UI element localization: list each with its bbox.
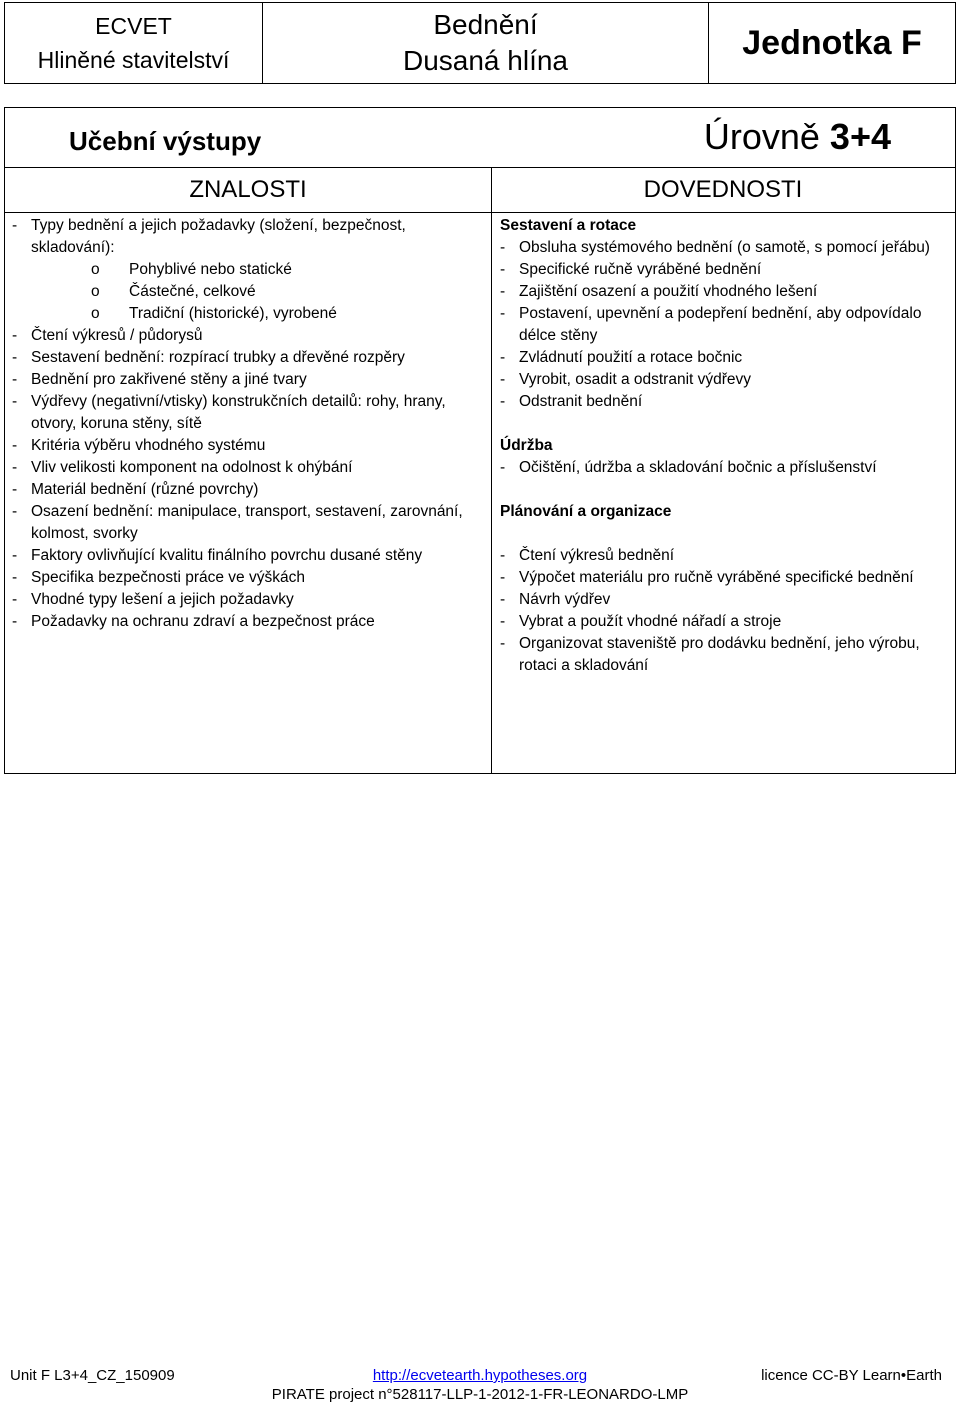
levels-value: 3+4 [829,116,891,157]
section-gap [500,479,950,501]
skill-item: - Návrh výdřev [500,589,950,611]
skill-item: - Zajištění osazení a použití vhodného lešení [500,281,950,303]
header-unit-cell [709,3,955,83]
header-course-code: ECVET [95,13,172,39]
planning-list [500,545,950,677]
levels-word: Úrovně [703,116,820,157]
section-title-assembly: Sestavení a rotace [500,217,637,234]
maintenance-list [500,457,950,479]
knowledge-item: - Osazení bednění: manipulace, transport, sestavení, zarovnání, kolmost, svorky [12,501,482,545]
outcomes-title: Učební výstupy [69,126,262,156]
sub-item: o Tradiční (historické), vyrobené [91,303,482,325]
footer-unit-code: Unit F L3+4_CZ_150909 [10,1367,175,1384]
skill-item: - Výpočet materiálu pro ručně vyráběné specifické bednění [500,567,950,589]
skill-item: - Obsluha systémového bednění (o samotě, s pomocí jeřábu) [500,237,950,259]
knowledge-item: - Sestavení bednění: rozpírací trubky a dřevěné rozpěry [12,347,482,369]
skill-item: - Čtení výkresů bednění [500,545,950,567]
sub-item: o Pohyblivé nebo statické [91,259,482,281]
assembly-list [500,237,950,413]
knowledge-item: - Čtení výkresů / půdorysů [12,325,482,347]
knowledge-item: - Bednění pro zakřivené stěny a jiné tvary [12,369,482,391]
section-title-maintenance: Údržba [500,437,553,454]
skill-item: - Očištění, údržba a skladování bočnic a příslušenství [500,457,950,479]
skill-item: - Zvládnutí použití a rotace bočnic [500,347,950,369]
formwork-types-sublist [31,259,482,325]
knowledge-item: - Požadavky na ochranu zdraví a bezpečnost práce [12,611,482,633]
knowledge-item: - Kritéria výběru vhodného systému [12,435,482,457]
levels-label [704,116,891,158]
skills-heading: DOVEDNOSTI [643,176,803,203]
skill-item: - Odstranit bednění [500,391,950,413]
header-unit: Jednotka F [742,23,922,62]
knowledge-column [12,215,482,633]
header-topic-cell [263,3,709,83]
column-headings-row [5,167,955,213]
skill-item: - Vybrat a použít vhodné nářadí a stroje [500,611,950,633]
title-row [5,108,955,168]
footer-license: licence CC-BY Learn•Earth [761,1367,942,1384]
skill-item: - Postavení, upevnění a podepření bednění, aby odpovídalo délce stěny [500,303,950,347]
knowledge-item: - Vliv velikosti komponent na odolnost k ohýbání [12,457,482,479]
knowledge-item: - Faktory ovlivňující kvalitu finálního povrchu dusané stěny [12,545,482,567]
header-course-name: Hliněné stavitelství [37,47,230,73]
knowledge-heading: ZNALOSTI [5,167,492,212]
sub-item: o Částečné, celkové [91,281,482,303]
knowledge-item: - Specifika bezpečnosti práce ve výškách [12,567,482,589]
section-title-planning: Plánování a organizace [500,503,672,520]
column-divider [491,212,492,773]
skill-item: - Vyrobit, osadit a odstranit výdřevy [500,369,950,391]
header-subtopic: Dusaná hlína [402,45,568,76]
header-course-cell [5,3,263,83]
footer-link[interactable]: http://ecvetearth.hypotheses.org [372,1367,588,1384]
knowledge-list [12,215,482,633]
header-topic: Bednění [433,9,538,40]
footer-project: PIRATE project n°528117-LLP-1-2012-1-FR-LEONARDO-LMP [271,1386,689,1403]
knowledge-item: - Vhodné typy lešení a jejich požadavky [12,589,482,611]
section-gap [500,523,950,545]
header-table [4,2,956,84]
section-gap [500,413,950,435]
knowledge-item: - Materiál bednění (různé povrchy) [12,479,482,501]
skill-item: - Specifické ručně vyráběné bednění [500,259,950,281]
learning-outcomes-table [4,107,956,774]
skill-item: - Organizovat staveniště pro dodávku bednění, jeho výrobu, rotaci a skladování [500,633,950,677]
knowledge-item [12,215,482,325]
knowledge-item-text: Typy bednění a jejich požadavky (složení, bezpečnost, skladování): [31,217,406,256]
knowledge-item: - Výdřevy (negativní/vtisky) konstrukčních detailů: rohy, hrany, otvory, koruna stěny, sítě [12,391,482,435]
skills-column [500,215,950,677]
